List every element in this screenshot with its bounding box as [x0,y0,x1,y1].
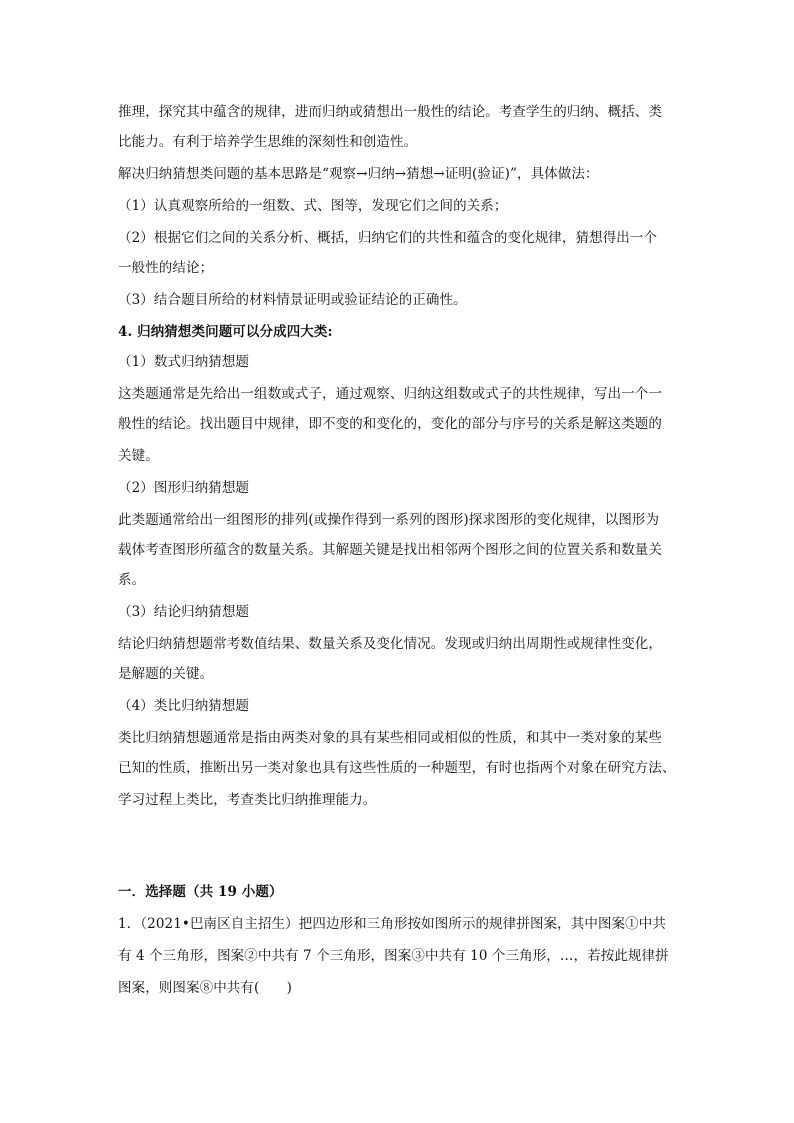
section-4-heading: 4. 归纳猜想类问题可以分成四大类: [118,324,333,340]
category-4-text: 类比归纳猜想题通常是指由两类对象的具有某些相同或相似的性质，和其中一类对象的某些 [118,730,662,746]
category-2-text: 系。 [118,572,146,588]
category-1-text: 这类题通常是先给出一组数或式子，通过观察、归纳这组数或式子的共性规律，写出一个一 [118,386,662,402]
category-2-text: 载体考查图形所蕴含的数量关系。其解题关键是找出相邻两个图形之间的位置关系和数量关 [118,542,662,558]
exercise-section-heading: 一．选择题（共 19 小题） [118,884,283,900]
question-1-text: 图案，则图案⑧中共有( ) [118,980,292,996]
category-2-text: 此类题通常给出一组图形的排列(或操作得到一系列的图形)探求图形的变化规律，以图形为 [118,512,660,528]
step-1: （1）认真观察所给的一组数、式、图等，发现它们之间的关系； [118,198,508,214]
category-1-text: 般性的结论。找出题目中规律，即不变的和变化的，变化的部分与序号的关系是解这类题的 [118,416,662,432]
category-2-title: （2）图形归纳猜想题 [118,480,250,496]
category-3-text: 是解题的关键。 [118,666,214,682]
category-1-text: 关键。 [118,448,159,464]
intro-line: 推理，探究其中蕴含的规律，进而归纳或猜想出一般性的结论。考查学生的归纳、概括、类 [118,104,662,120]
category-1-title: （1）数式归纳猜想题 [118,354,250,370]
step-2-cont: 一般性的结论； [118,260,214,276]
category-4-title: （4）类比归纳猜想题 [118,698,250,714]
intro-line: 比能力。有利于培养学生思维的深刻性和创造性。 [118,134,418,150]
step-2: （2）根据它们之间的关系分析、概括，归纳它们的共性和蕴含的变化规律，猜想得出一个 [118,230,658,246]
intro-line: 解决归纳猜想类问题的基本思路是“观察→归纳→猜想→证明(验证)”，具体做法： [118,166,599,182]
category-4-text: 已知的性质，推断出另一类对象也具有这些性质的一种题型，有时也指两个对象在研究方法、 [118,760,676,776]
category-3-text: 结论归纳猜想题常考数值结果、数量关系及变化情况。发现或归纳出周期性或规律性变化， [118,636,662,652]
category-3-title: （3）结论归纳猜想题 [118,604,250,620]
question-1-text: 1．（2021•巴南区自主招生）把四边形和三角形按如图所示的规律拼图案，其中图案①中共 [118,916,666,932]
category-4-text: 学习过程上类比，考查类比归纳推理能力。 [118,792,377,808]
question-1-text: 有 4 个三角形，图案②中共有 7 个三角形，图案③中共有 10 个三角形，…，若按此规律拼 [118,948,669,964]
step-3: （3）结合题目所给的材料情景证明或验证结论的正确性。 [118,292,467,308]
